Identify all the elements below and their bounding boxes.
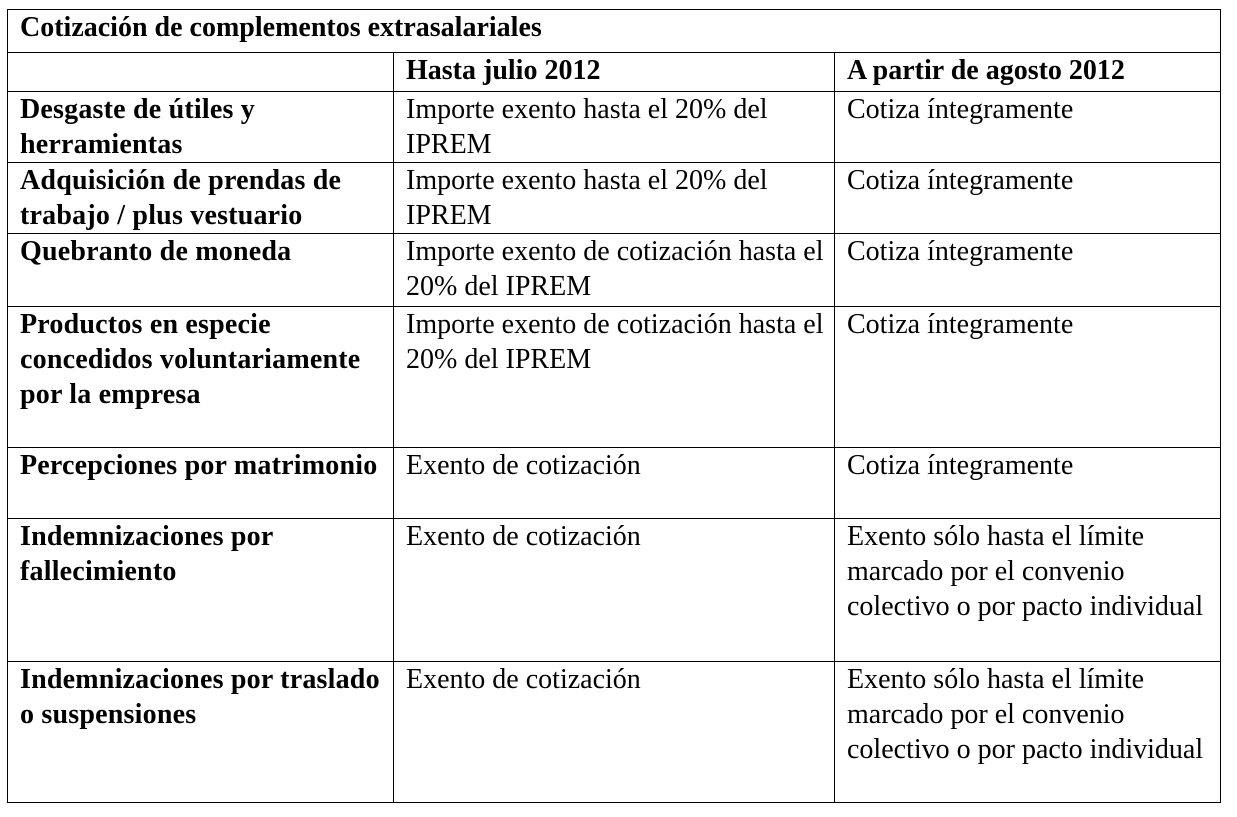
table-row xyxy=(8,234,1221,307)
table-row xyxy=(8,92,1221,163)
after-cell: Exento sólo hasta el límite marcado por el convenio colectivo o por pacto individual xyxy=(835,519,1221,662)
table-title: Cotización de complementos extrasalariales xyxy=(8,10,1221,53)
concept-cell: Indemnizaciones por traslado o suspensiones xyxy=(8,662,394,803)
header-from-august-2012: A partir de agosto 2012 xyxy=(835,53,1221,92)
table-row xyxy=(8,307,1221,448)
before-cell: Importe exento hasta el 20% del IPREM xyxy=(394,92,835,163)
table-row xyxy=(8,163,1221,234)
concept-cell: Adquisición de prendas de trabajo / plus vestuario xyxy=(8,163,394,234)
concept-cell: Quebranto de moneda xyxy=(8,234,394,307)
before-cell: Importe exento de cotización hasta el 20% del IPREM xyxy=(394,234,835,307)
after-cell: Exento sólo hasta el límite marcado por el convenio colectivo o por pacto individual xyxy=(835,662,1221,803)
concept-cell: Percepciones por matrimonio xyxy=(8,448,394,519)
table-row xyxy=(8,662,1221,803)
header-until-july-2012: Hasta julio 2012 xyxy=(394,53,835,92)
before-cell: Exento de cotización xyxy=(394,519,835,662)
table-row xyxy=(8,519,1221,662)
after-cell: Cotiza íntegramente xyxy=(835,163,1221,234)
after-cell: Cotiza íntegramente xyxy=(835,234,1221,307)
title-row xyxy=(8,10,1221,53)
table-row xyxy=(8,448,1221,519)
header-concept xyxy=(8,53,394,92)
concept-cell: Productos en especie concedidos voluntariamente por la empresa xyxy=(8,307,394,448)
after-cell: Cotiza íntegramente xyxy=(835,92,1221,163)
before-cell: Exento de cotización xyxy=(394,448,835,519)
header-row xyxy=(8,53,1221,92)
before-cell: Importe exento de cotización hasta el 20% del IPREM xyxy=(394,307,835,448)
before-cell: Importe exento hasta el 20% del IPREM xyxy=(394,163,835,234)
concept-cell: Desgaste de útiles y herramientas xyxy=(8,92,394,163)
concept-cell: Indemnizaciones por fallecimiento xyxy=(8,519,394,662)
after-cell: Cotiza íntegramente xyxy=(835,448,1221,519)
before-cell: Exento de cotización xyxy=(394,662,835,803)
contribution-table xyxy=(7,9,1221,803)
after-cell: Cotiza íntegramente xyxy=(835,307,1221,448)
